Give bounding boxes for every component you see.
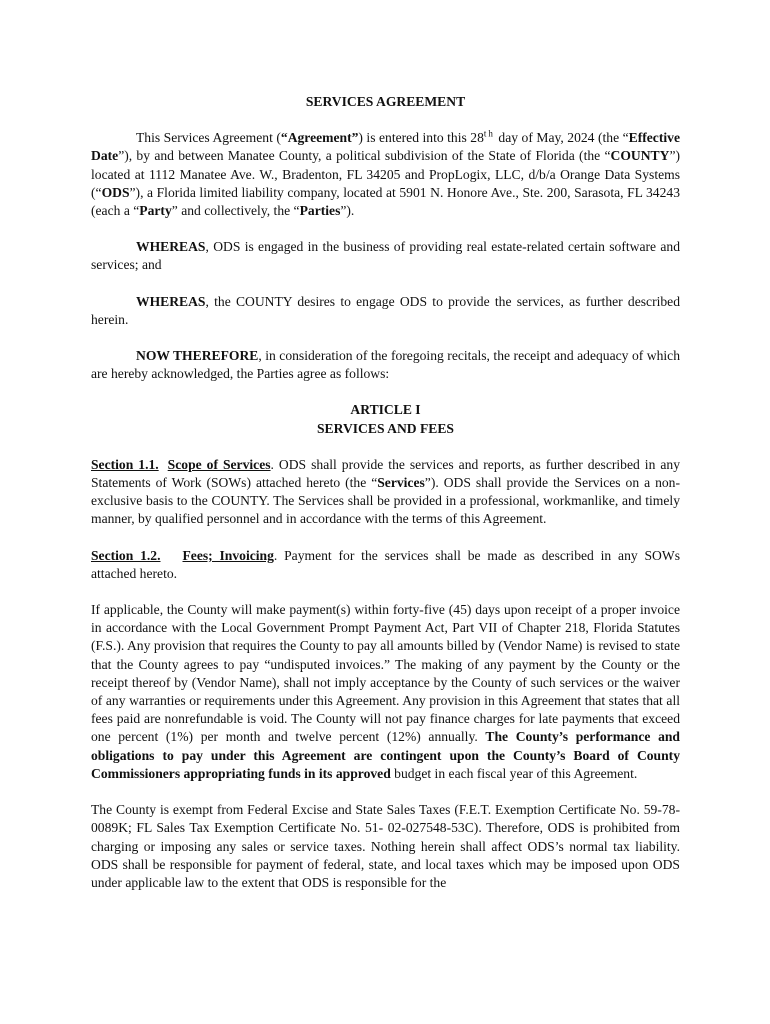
ods-term: ODS — [101, 184, 130, 200]
payment-text: budget in each fiscal year of this Agreement. — [390, 765, 638, 781]
recital-text: , ODS is engaged in the business of providing real estate-related certain software and services; and — [91, 239, 680, 273]
payment-text: If applicable, the County will make payment(s) within forty-five (45) days upon receipt of a proper invoice in accordance with the Local Government Prompt Payment Act, Part VII of Chapter 218, Florida Statutes (F.S.). Any provision that requires the County to pay all amounts billed by (Vendor Name) is revised to state that the County agrees to pay “undisputed invoices.” The making of any payment by the County or the receipt thereof by (Vendor Name), shall not imply acceptance by the County of such services or the waiver of any warranties or requirements under this Agreement. Any provision in this Agreement that states that all fees paid are nonrefundable is void. The County will not pay finance charges for late payments that exceed one percent (1%) per month and twelve percent (12%) annually. — [91, 602, 680, 745]
section-number: Section 1.2. — [91, 547, 161, 563]
now-therefore-lead: NOW THEREFORE — [136, 348, 259, 364]
intro-text: ”). — [340, 203, 355, 219]
services-term: Services — [377, 475, 425, 491]
appropriation-clause: The County’s performance and obligations to pay under this Agreement are contingent upon the County’s Board of County Commissioners appropriating funds in its approved — [91, 729, 680, 781]
article-title: SERVICES AND FEES — [316, 420, 454, 436]
agreement-term: “Agreement” — [280, 130, 359, 146]
party-term: Party — [139, 203, 172, 219]
section-title: Scope of Services — [167, 456, 271, 472]
section-title: Fees; Invoicing — [182, 547, 274, 563]
whereas-lead: WHEREAS — [136, 293, 206, 309]
intro-text: ” and collectively, the “ — [171, 203, 300, 219]
county-term: COUNTY — [610, 148, 670, 164]
intro-text: ”), a Florida limited liability company, located at 5901 N. Honore Ave., Ste. 200, Sarasota, FL 34243 (each a “ — [91, 184, 680, 219]
recital-text: , the COUNTY desires to engage ODS to provide the services, as further described herein. — [91, 293, 680, 327]
whereas-recital-2 — [91, 293, 680, 329]
intro-text: ) is entered into this 28 — [358, 130, 484, 146]
recital-text: , in consideration of the foregoing recitals, the receipt and adequacy of which are hereby acknowledged, the Parties agree as follows: — [91, 348, 680, 382]
section-text: . ODS shall provide the services and reports, as further described in any Statements of Work (SOWs) attached hereto (the “ — [91, 456, 680, 491]
section-1-2 — [91, 547, 680, 583]
parties-term: Parties — [299, 203, 341, 219]
section-text: ”). ODS shall provide the Services on a non-exclusive basis to the COUNTY. The Services shall be provided in a professional, workmanlike, and timely manner, by qualified personnel and in accordance with the terms of this Agreement. — [91, 475, 680, 527]
document-body — [91, 93, 680, 892]
now-therefore-paragraph — [91, 347, 680, 383]
payment-paragraph — [91, 601, 680, 783]
whereas-lead: WHEREAS — [136, 239, 206, 255]
section-1-1 — [91, 456, 680, 529]
section-number: Section 1.1. — [91, 456, 159, 472]
intro-text: day of May, 2024 (the “ — [494, 130, 629, 146]
intro-text: This Services Agreement ( — [136, 130, 281, 146]
section-text: . Payment for the services shall be made as described in any SOWs attached hereto. — [91, 547, 680, 581]
intro-paragraph — [91, 129, 680, 220]
effective-date-term: Effective Date — [91, 130, 680, 164]
document-title: SERVICES AGREEMENT — [305, 94, 466, 109]
intro-text: ”), by and between Manatee County, a political subdivision of the State of Florida (the “ — [118, 148, 611, 164]
tax-paragraph: The County is exempt from Federal Excise and State Sales Taxes (F.E.T. Exemption Certificate No. 59-78-0089K; FL Sales Tax Exemption Certificate No. 51- 02-027548-53C). Therefore, ODS is prohibited from charging or imposing any sales or service taxes. Nothing herein shall affect ODS’s normal tax liability. ODS shall be responsible for payment of federal, state, and local taxes which may be imposed upon ODS under applicable law to the extent that ODS is responsible for the — [91, 802, 680, 890]
intro-text: ”) located at 1112 Manatee Ave. W., Bradenton, FL 34205 and PropLogix, LLC, d/b/a Orange Data Systems (“ — [91, 148, 680, 200]
article-number: ARTICLE I — [350, 402, 421, 418]
article-heading — [91, 401, 680, 437]
whereas-recital-1 — [91, 238, 680, 274]
date-ordinal: th — [483, 128, 495, 139]
